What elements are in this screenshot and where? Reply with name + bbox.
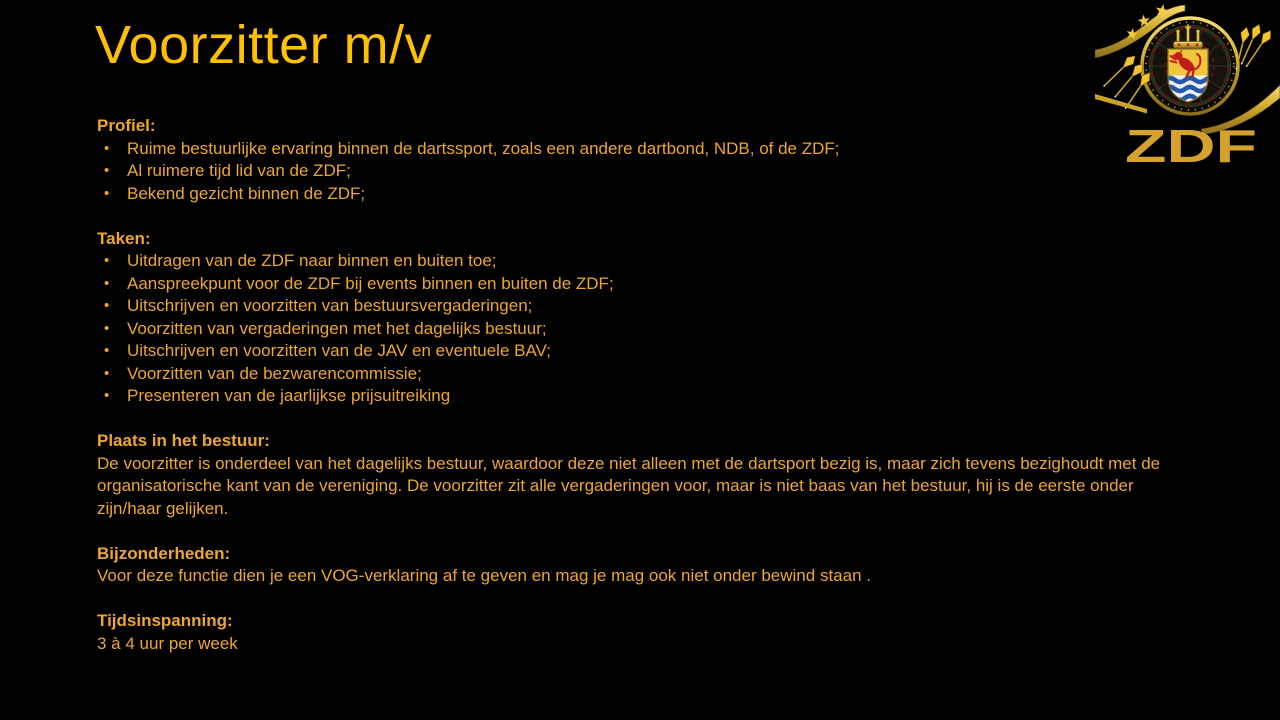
bullet-item: • Al ruimere tijd lid van de ZDF; xyxy=(97,160,1179,183)
section-profiel xyxy=(97,115,1179,205)
bullet-item: • Aanspreekpunt voor de ZDF bij events binnen en buiten de ZDF; xyxy=(97,273,1179,296)
section-plaats-in-het-bestuur xyxy=(97,430,1179,520)
bullet-item: • Bekend gezicht binnen de ZDF; xyxy=(97,183,1179,206)
section-paragraph: De voorzitter is onderdeel van het dagelijks bestuur, waardoor deze niet alleen met de dartsport bezig is, maar zich tevens bezighoudt met de organisatorische kant van de vereniging. De voorzitter zit alle vergaderingen voor, maar is niet baas van het bestuur, hij is de eerste onder zijn/haar gelijken. xyxy=(97,453,1161,518)
section-header: Taken: xyxy=(97,228,151,248)
section-header: Profiel: xyxy=(97,116,156,135)
dart-icon xyxy=(1232,22,1275,70)
bullet-item: • Uitschrijven en voorzitten van de JAV en eventuele BAV; xyxy=(97,340,1179,363)
bullet-item: • Voorzitten van de bezwarencommissie; xyxy=(97,363,1179,386)
section-header: Bijzonderheden: xyxy=(97,543,231,563)
bullet-list xyxy=(97,138,1179,206)
bullet-item: • Presenteren van de jaarlijkse prijsuitreiking xyxy=(97,385,1179,408)
page-title: Voorzitter m/v xyxy=(95,15,433,75)
bullet-item: • Uitdragen van de ZDF naar binnen en buiten toe; xyxy=(97,250,1179,273)
section-tijdsinspanning xyxy=(97,610,1179,655)
body-content xyxy=(97,115,1179,678)
bullet-item: • Voorzitten van vergaderingen met het dagelijks bestuur; xyxy=(97,318,1179,341)
bullet-item: • Uitschrijven en voorzitten van bestuursvergaderingen; xyxy=(97,295,1179,318)
bullet-list xyxy=(97,250,1179,408)
section-paragraph: Voor deze functie dien je een VOG-verklaring af te geven en mag je mag ook niet onder bewind staan . xyxy=(97,566,871,585)
section-header: Plaats in het bestuur: xyxy=(97,431,270,450)
zdf-wordmark: ZDF xyxy=(1125,120,1257,170)
section-taken xyxy=(97,228,1179,408)
zdf-logo xyxy=(1095,0,1280,170)
bullet-item: • Ruime bestuurlijke ervaring binnen de dartssport, zoals een andere dartbond, NDB, of de ZDF; xyxy=(97,138,1179,161)
section-bijzonderheden xyxy=(97,543,1179,588)
section-paragraph: 3 à 4 uur per week xyxy=(97,633,238,653)
section-header: Tijdsinspanning: xyxy=(97,611,233,630)
